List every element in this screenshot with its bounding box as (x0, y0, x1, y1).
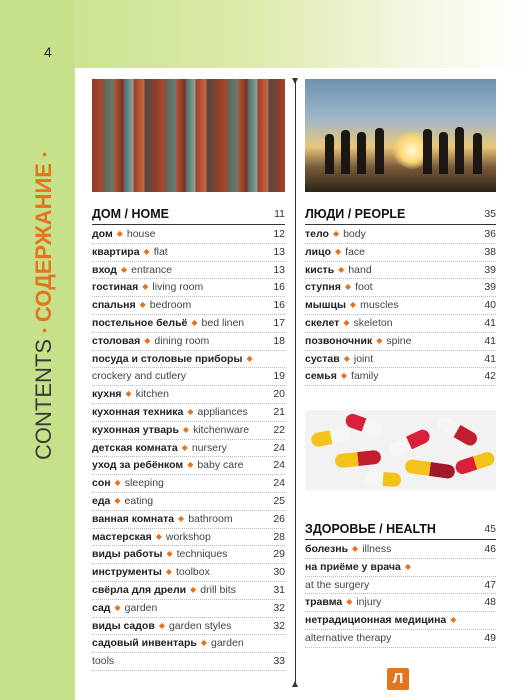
diamond-bullet-icon: ◆ (190, 584, 197, 594)
entry-ru: инструменты (92, 566, 162, 579)
entry-page-number: 48 (484, 596, 496, 609)
entry-page-number: 25 (273, 494, 285, 507)
entry-ru: на приёме у врача (305, 560, 401, 573)
toc-heading-home[interactable] (92, 205, 285, 225)
toc-health-section (305, 520, 496, 648)
toc-entry[interactable] (305, 297, 496, 315)
entry-page-number: 19 (273, 370, 285, 383)
heading-sep: / (375, 522, 387, 536)
diamond-bullet-icon: ◆ (338, 264, 345, 274)
entry-page-number: 12 (273, 228, 285, 240)
entry-ru: еда (92, 494, 111, 507)
entry-en: at the surgery (305, 578, 370, 591)
entry-page-number: 41 (484, 352, 496, 365)
heading-ru: ЛЮДИ (305, 207, 345, 221)
entry-ru: семья (305, 370, 337, 383)
entry-page-number: 28 (273, 530, 285, 543)
toc-entry[interactable] (92, 333, 285, 351)
toc-entry[interactable] (305, 577, 496, 595)
entry-page-number: 17 (273, 316, 285, 329)
entry-ru: виды садов (92, 619, 155, 632)
toc-heading-health[interactable] (305, 520, 496, 540)
entry-page-number: 13 (273, 263, 285, 276)
entry-page-number: 30 (273, 566, 285, 579)
entry-ru: мышцы (305, 299, 346, 312)
entry-ru: дом (92, 228, 113, 240)
entry-ru: кухонная утварь (92, 423, 179, 436)
entry-page-number: 18 (273, 334, 285, 347)
entry-en: garden styles (168, 619, 232, 632)
entry-en: workshop (165, 530, 211, 543)
entry-ru: лицо (305, 245, 331, 258)
entry-ru: садовый инвентарь (92, 637, 197, 650)
entry-en: muscles (360, 299, 399, 312)
toc-entry[interactable] (92, 440, 285, 458)
diamond-bullet-icon: ◆ (187, 460, 194, 470)
entry-en: bed linen (201, 316, 245, 329)
entry-ru: ванная комната (92, 512, 175, 525)
diamond-bullet-icon: ◆ (343, 353, 350, 363)
page-number: 4 (44, 44, 52, 60)
toc-people-section (305, 205, 496, 386)
entry-en: nursery (191, 441, 227, 454)
heading-page: 35 (484, 208, 496, 220)
diamond-bullet-icon: ◆ (343, 317, 350, 327)
pill (365, 471, 402, 487)
diamond-bullet-icon: ◆ (114, 602, 121, 612)
toc-entry[interactable] (92, 422, 285, 440)
entry-en: body (343, 228, 366, 240)
entry-page-number: 26 (273, 512, 285, 525)
entry-ru: кухня (92, 388, 122, 401)
diamond-bullet-icon: ◆ (144, 335, 151, 345)
entry-ru: кухонная техника (92, 405, 184, 418)
entry-page-number: 42 (484, 370, 496, 383)
toc-entry[interactable] (305, 262, 496, 280)
person-silhouette (341, 130, 350, 174)
entry-en: hand (348, 263, 372, 276)
diamond-bullet-icon: ◆ (450, 615, 457, 625)
heading-page: 45 (484, 523, 496, 535)
entry-en: flat (153, 245, 168, 258)
entry-ru: гостиная (92, 281, 139, 294)
diamond-bullet-icon: ◆ (404, 561, 411, 571)
toc-entry[interactable] (92, 529, 285, 547)
diamond-bullet-icon: ◆ (125, 389, 132, 399)
entry-page-number: 24 (273, 477, 285, 490)
entry-en: alternative therapy (305, 631, 392, 644)
entry-ru: уход за ребёнком (92, 459, 184, 472)
toc-entry[interactable] (92, 279, 285, 297)
toc-entry[interactable] (305, 333, 496, 351)
toc-entry[interactable] (92, 315, 285, 333)
toc-entry[interactable] (92, 653, 285, 671)
diamond-bullet-icon: ◆ (376, 335, 383, 345)
toc-entry[interactable] (92, 493, 285, 511)
diamond-bullet-icon: ◆ (114, 495, 121, 505)
heading-sep: / (344, 207, 355, 221)
heading-page: 11 (274, 208, 285, 220)
vertical-section-title (24, 152, 64, 460)
entry-en: drill bits (200, 583, 236, 596)
heading-ru: ДОМ (92, 207, 122, 221)
entry-page-number: 41 (484, 316, 496, 329)
entry-en: appliances (197, 405, 248, 418)
toc-entry[interactable] (305, 244, 496, 262)
entry-ru: тело (305, 228, 329, 240)
diamond-bullet-icon: ◆ (246, 353, 253, 363)
toc-entry[interactable] (92, 635, 285, 653)
entry-ru: позвоночник (305, 334, 373, 347)
toc-entry[interactable] (92, 262, 285, 280)
diamond-bullet-icon: ◆ (335, 246, 342, 256)
person-silhouette (357, 132, 366, 174)
toc-entry[interactable] (305, 594, 496, 612)
toc-entry[interactable] (92, 546, 285, 564)
entry-page-number: 16 (273, 299, 285, 312)
side-title-en: CONTENTS (31, 339, 56, 460)
diamond-bullet-icon: ◆ (158, 620, 165, 630)
entry-page-number: 16 (273, 281, 285, 294)
diamond-bullet-icon: ◆ (114, 478, 121, 488)
diamond-bullet-icon: ◆ (178, 513, 185, 523)
diamond-bullet-icon: ◆ (344, 282, 352, 292)
entry-page-number: 39 (484, 281, 496, 294)
side-title-dot: • (36, 152, 52, 158)
pill (434, 414, 479, 448)
column-divider (295, 79, 296, 686)
entry-ru: свёрла для дрели (92, 583, 187, 596)
pill (310, 426, 352, 448)
diamond-bullet-icon: ◆ (182, 424, 190, 434)
entry-ru: ступня (305, 281, 341, 294)
entry-page-number: 46 (484, 543, 496, 555)
person-silhouette (473, 133, 482, 174)
heading-sep: / (121, 207, 132, 221)
entry-ru: столовая (92, 334, 141, 347)
entry-en: spine (386, 334, 412, 347)
entry-ru: травма (305, 596, 343, 609)
publisher-logo: Л (387, 668, 409, 690)
diamond-bullet-icon: ◆ (187, 406, 194, 416)
person-silhouette (325, 134, 334, 174)
side-title-ru: СОДЕРЖАНИЕ (31, 163, 56, 323)
entry-page-number: 39 (484, 263, 496, 276)
toc-entry[interactable] (92, 297, 285, 315)
entry-en: techniques (176, 548, 228, 561)
pills-photo (305, 410, 496, 490)
toc-entry[interactable] (92, 457, 285, 475)
diamond-bullet-icon: ◆ (142, 282, 149, 292)
toc-entry[interactable] (305, 559, 496, 577)
diamond-bullet-icon: ◆ (166, 549, 173, 559)
toc-entry[interactable] (92, 368, 285, 386)
entry-ru: виды работы (92, 548, 163, 561)
pill (386, 427, 432, 458)
toc-entry[interactable] (305, 351, 496, 369)
entry-ru: детская комната (92, 441, 178, 454)
diamond-bullet-icon: ◆ (332, 229, 340, 238)
entry-en: face (345, 245, 366, 258)
entry-ru: квартира (92, 245, 140, 258)
entry-page-number: 32 (273, 619, 285, 632)
entry-en: skeleton (353, 316, 393, 329)
toc-home-section (92, 205, 285, 671)
entry-ru: вход (92, 263, 117, 276)
entry-en: living room (152, 281, 204, 294)
toc-entry[interactable] (92, 351, 285, 369)
entry-page-number: 21 (273, 405, 285, 418)
diamond-bullet-icon: ◆ (139, 300, 146, 310)
diamond-bullet-icon: ◆ (352, 544, 359, 553)
person-silhouette (439, 132, 448, 174)
entry-page-number: 47 (484, 578, 496, 591)
entry-page-number: 32 (273, 601, 285, 614)
entry-page-number: 33 (273, 655, 285, 668)
toc-entry[interactable] (92, 226, 285, 244)
diamond-bullet-icon: ◆ (349, 300, 357, 310)
diamond-bullet-icon: ◆ (120, 264, 128, 274)
diamond-bullet-icon: ◆ (346, 597, 353, 607)
diamond-bullet-icon: ◆ (165, 567, 172, 577)
entry-ru: посуда и столовые приборы (92, 352, 243, 365)
entry-page-number: 13 (273, 245, 285, 258)
entry-page-number: 22 (273, 423, 285, 436)
heading-en: HEALTH (386, 522, 436, 536)
entry-en: house (126, 228, 156, 240)
pill (454, 450, 496, 476)
entry-ru: сустав (305, 352, 340, 365)
diamond-bullet-icon: ◆ (200, 638, 207, 648)
toc-entry[interactable] (305, 226, 496, 244)
entry-en: foot (355, 281, 373, 294)
toc-entry[interactable] (92, 404, 285, 422)
entry-en: bedroom (149, 299, 192, 312)
entry-ru: болезнь (305, 543, 349, 555)
entry-en: illness (362, 543, 392, 555)
person-silhouette (455, 127, 464, 174)
wooden-planks-photo (92, 79, 285, 192)
diamond-bullet-icon: ◆ (143, 246, 150, 256)
entry-page-number: 36 (484, 228, 496, 240)
diamond-bullet-icon: ◆ (340, 371, 348, 381)
heading-en: PEOPLE (354, 207, 406, 221)
side-title-dot: • (36, 328, 52, 333)
entry-en: tools (92, 655, 115, 668)
toc-heading-people[interactable] (305, 205, 496, 225)
pill (404, 459, 455, 480)
toc-entry[interactable] (305, 630, 496, 648)
toc-entry[interactable] (305, 368, 496, 386)
toc-entry[interactable] (305, 315, 496, 333)
diamond-bullet-icon: ◆ (155, 531, 162, 541)
heading-en: HOME (131, 207, 169, 221)
diamond-bullet-icon: ◆ (116, 229, 123, 238)
toc-entry[interactable] (92, 618, 285, 636)
toc-entry[interactable] (92, 386, 285, 404)
entry-en: crockery and cutlery (92, 370, 186, 383)
diamond-bullet-icon: ◆ (181, 442, 188, 452)
entry-en: family (351, 370, 379, 383)
entry-page-number: 41 (484, 334, 496, 347)
person-silhouette (375, 128, 384, 174)
toc-entry[interactable] (92, 244, 285, 262)
entry-en: entrance (131, 263, 173, 276)
entry-en: baby care (197, 459, 244, 472)
toc-entry[interactable] (305, 541, 496, 559)
toc-entry[interactable] (305, 612, 496, 630)
entry-en: garden (124, 601, 158, 614)
entry-en: kitchen (135, 388, 169, 401)
entry-en: joint (353, 352, 374, 365)
entry-en: injury (356, 596, 382, 609)
person-silhouette (423, 129, 432, 174)
business-people-photo (305, 79, 496, 192)
entry-page-number: 20 (273, 388, 285, 401)
entry-ru: постельное бельё (92, 316, 188, 329)
pill (334, 450, 381, 469)
entry-en: garden (210, 637, 244, 650)
entry-en: dining room (154, 334, 210, 347)
entry-page-number: 29 (273, 548, 285, 561)
entry-en: sleeping (124, 477, 164, 490)
toc-entry[interactable] (92, 475, 285, 493)
entry-ru: сад (92, 601, 111, 614)
diamond-bullet-icon: ◆ (191, 317, 198, 327)
toc-entry[interactable] (92, 511, 285, 529)
entry-ru: сон (92, 477, 111, 490)
entry-en: kitchenware (193, 423, 250, 436)
entry-en: bathroom (188, 512, 233, 525)
entry-ru: нетрадиционная медицина (305, 614, 447, 627)
entry-page-number: 24 (273, 441, 285, 454)
entry-page-number: 38 (484, 245, 496, 258)
toc-entry[interactable] (305, 279, 496, 297)
entry-ru: кисть (305, 263, 335, 276)
toc-entry[interactable] (92, 600, 285, 618)
entry-page-number: 24 (273, 459, 285, 472)
entry-page-number: 40 (484, 299, 496, 312)
entry-page-number: 49 (484, 631, 496, 644)
entry-en: eating (124, 494, 154, 507)
heading-ru: ЗДОРОВЬЕ (305, 522, 376, 536)
entry-page-number: 31 (273, 583, 285, 596)
entry-en: toolbox (175, 566, 210, 579)
entry-ru: спальня (92, 299, 136, 312)
top-color-band (0, 0, 531, 68)
entry-ru: мастерская (92, 530, 152, 543)
toc-entry[interactable] (92, 582, 285, 600)
entry-ru: скелет (305, 316, 340, 329)
toc-entry[interactable] (92, 564, 285, 582)
